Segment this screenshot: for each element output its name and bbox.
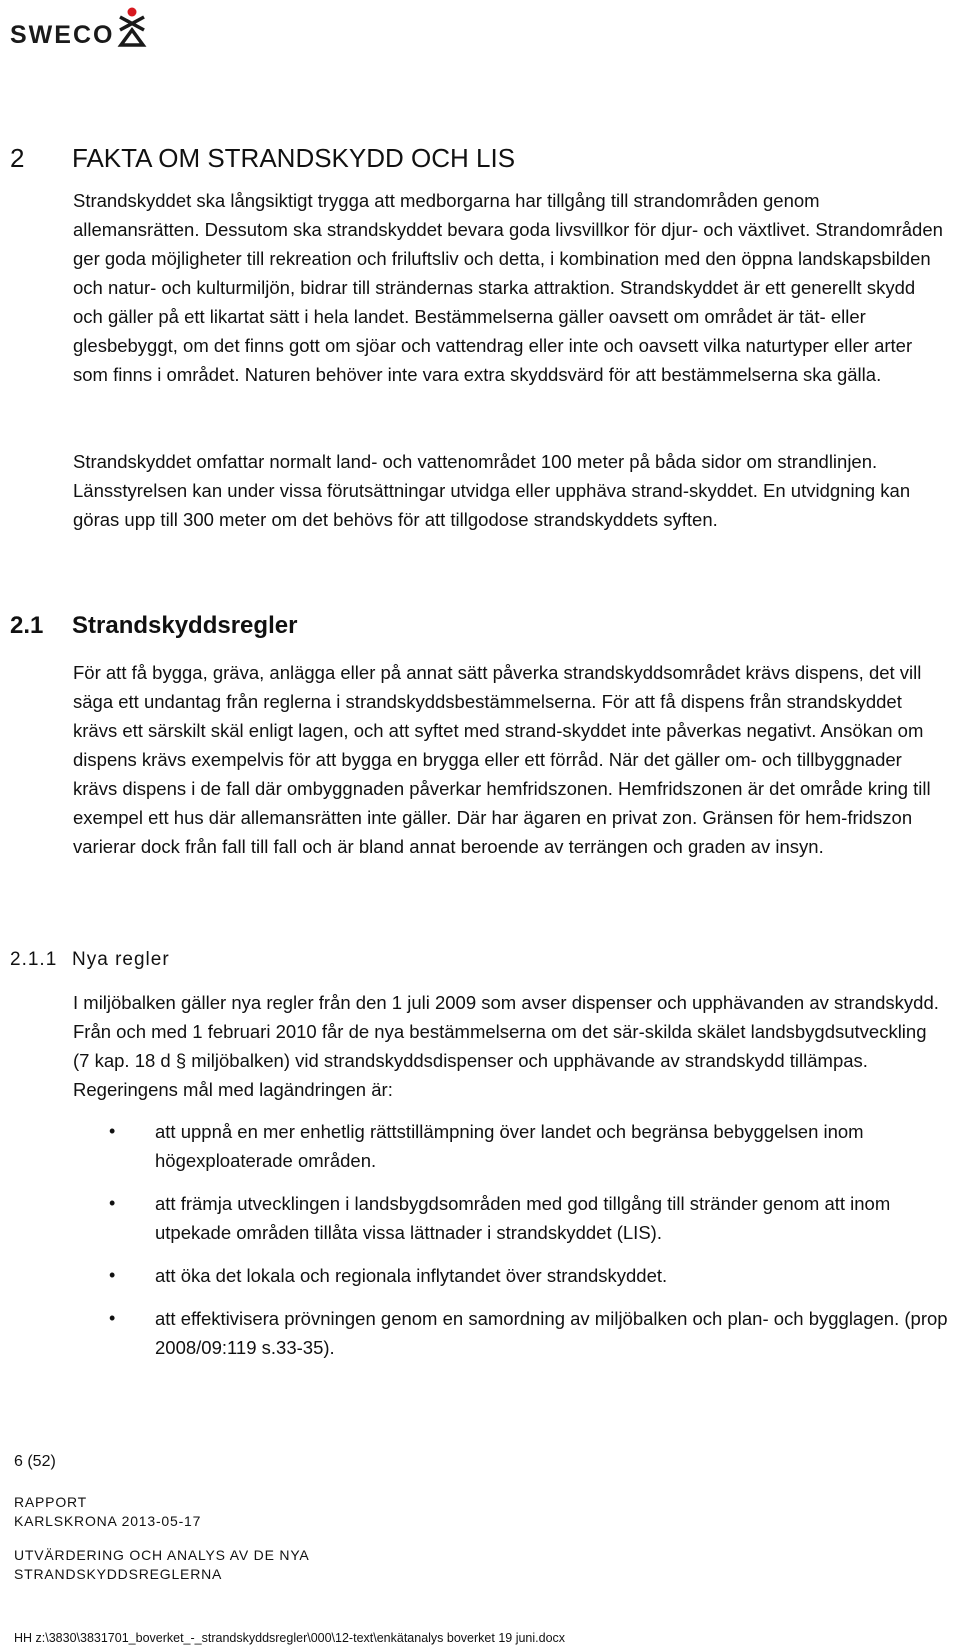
- subsection-title: Strandskyddsregler: [72, 612, 298, 639]
- section-title: FAKTA OM STRANDSKYDD OCH LIS: [72, 143, 516, 173]
- subsection-number: 2.1: [10, 612, 44, 639]
- bullet-icon: •: [109, 1265, 116, 1285]
- subsubsection-paragraph: I miljöbalken gäller nya regler från den 1 juli 2009 som avser dispenser och upphävanden av strandskydd. Från och med 1 februari 2010 får de nya bestämmelserna om det sär-skilda skälet landsbygdsutveckling (7 kap. 18 d § miljöbalken) vid strandskyddsdispenser och upphävande av strandskydd tillämpas. Regeringens mål med lagändringen är:: [73, 992, 939, 1100]
- sweco-logo: [10, 4, 147, 48]
- section-number: 2: [10, 143, 25, 173]
- footer-title-line-1: UTVÄRDERING OCH ANALYS AV DE NYA: [14, 1547, 310, 1563]
- sweco-figure-icon: [117, 6, 147, 48]
- section-heading: [10, 142, 515, 174]
- list-item-text: att effektivisera prövningen genom en samordning av miljöbalken och plan- och bygglagen. (prop 2008/09:119 s.33-35).: [155, 1308, 948, 1358]
- list-item-text: att öka det lokala och regionala inflytandet över strandskyddet.: [155, 1265, 668, 1286]
- bullet-icon: •: [109, 1193, 116, 1213]
- list-item: [73, 1304, 953, 1362]
- list-item: [73, 1117, 953, 1175]
- subsubsection-heading: [10, 947, 170, 973]
- footer-title-line-2: STRANDSKYDDSREGLERNA: [14, 1566, 223, 1582]
- footer-place-date: KARLSKRONA 2013-05-17: [14, 1513, 202, 1529]
- footer-doc-type: RAPPORT: [14, 1494, 88, 1510]
- section-paragraph-2: Strandskyddet omfattar normalt land- och vattenområdet 100 meter på båda sidor om strandlinjen. Länsstyrelsen kan under vissa förutsättningar utvidga eller upphäva strand-skyddet. En utvidgning kan göras upp till 300 meter om det behövs för att tillgodose strandskyddets syften.: [73, 451, 911, 530]
- section-paragraph-1: Strandskyddet ska långsiktigt trygga att medborgarna har tillgång till strandområden genom allemansrätten. Dessutom ska strandskyddet bevara goda livsvillkor för djur- och växtlivet. Strandområden ger goda möjligheter till rekreation och friluftsliv och detta, i kombination med den öppna landskapsbilden och natur- och kulturmiljön, bidrar till strändernas starka attraktion. Strandskyddet är ett generellt skydd och gäller på ett likartat sätt i hela landet. Bestämmelserna gäller oavsett om området är tät- eller glesbebyggt, om det finns gott om sjöar och vattendrag eller inte och oavsett vilka naturtyper eller arter som finns i området. Naturen behöver inte vara extra skyddsvärd för att bestämmelserna ska gälla.: [73, 190, 943, 385]
- subsection-heading: [10, 610, 297, 642]
- footer-file-path: HH z:\3830\3831701_boverket_-_strandskyddsregler\000\12-text\enkätanalys boverket 19 juni.docx: [14, 1631, 566, 1645]
- subsubsection-number: 2.1.1: [10, 949, 58, 970]
- subsubsection-title: Nya regler: [72, 949, 170, 970]
- subsection-paragraph: För att få bygga, gräva, anlägga eller på annat sätt påverka strandskyddsområdet krävs dispens, det vill säga ett undantag från reglerna i strandskyddsbestämmelserna. För att få dispens från strandskyddet krävs ett särskilt skäl enligt lagen, och att syftet med strand-skyddet inte påverkas negativt. Ansökan om dispens krävs exempelvis för att bygga en brygga eller ett förråd. När det gäller om- och tillbyggnader krävs dispens i de fall där ombyggnaden påverkar hemfridszonen. Hemfridszonen är det område kring till exempel ett hus där allemansrätten inte gäller. Där har ägaren en privat zon. Gränsen för hem-fridszon varierar dock från fall till fall och är bland annat beroende av terrängen och graden av insyn.: [73, 662, 931, 857]
- goals-list: [73, 1117, 953, 1376]
- list-item-text: att främja utvecklingen i landsbygdsområden med god tillgång till stränder genom att inom utpekade områden tillåta vissa lättnader i strandskyddet (LIS).: [155, 1193, 891, 1243]
- logo-text: SWECO: [10, 21, 115, 49]
- bullet-icon: •: [109, 1308, 116, 1328]
- list-item: [73, 1261, 953, 1290]
- list-item-text: att uppnå en mer enhetlig rättstillämpning över landet och begränsa bebyggelsen inom högexploaterade områden.: [155, 1121, 864, 1171]
- bullet-icon: •: [109, 1121, 116, 1141]
- list-item: [73, 1189, 953, 1247]
- page-number: 6 (52): [14, 1453, 56, 1470]
